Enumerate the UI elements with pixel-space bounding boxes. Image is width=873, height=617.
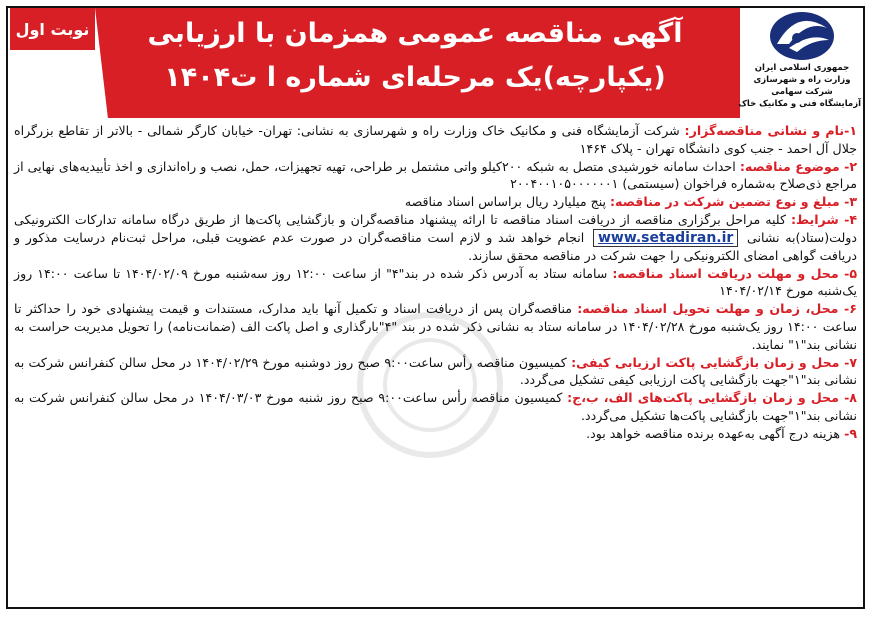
item-4-heading: ۴- شرایط: bbox=[790, 211, 857, 227]
item-5-heading: ۵- محل و مهلت دریافت اسناد مناقصه: bbox=[612, 265, 857, 281]
item-5 bbox=[14, 265, 857, 301]
item-3-heading: ۳- مبلغ و نوع تضمین شرکت در مناقصه: bbox=[610, 194, 857, 210]
item-3-text: پنج میلیارد ریال براساس اسناد مناقصه bbox=[404, 194, 606, 210]
item-1-heading: ۱-نام و نشانی مناقصه‌گزار: bbox=[684, 123, 857, 138]
notice-body bbox=[14, 122, 857, 443]
item-6 bbox=[14, 300, 857, 353]
org-country: جمهوری اسلامی ایران bbox=[754, 63, 850, 73]
ministry-emblem-icon bbox=[767, 10, 837, 62]
round-badge: نوبت اول bbox=[10, 8, 95, 50]
item-8 bbox=[14, 389, 857, 425]
item-4-text-a: کلیه مراحل برگزاری مناقصه از دریافت اسناد مناقصه تا ارائه پیشنهاد مناقصه‌گران و بازگشایی پاکت‌ها از طریق درگاه سامانه تدارکات الکترونیکی دولت(ستاد)به نشانی bbox=[14, 211, 857, 245]
item-6-heading: ۶- محل، زمان و مهلت تحویل اسناد مناقصه: bbox=[577, 301, 857, 317]
item-7-heading: ۷- محل و زمان بازگشایی پاکت ارزیابی کیفی: bbox=[571, 354, 857, 370]
item-6-text: مناقصه‌گران پس از دریافت اسناد و تکمیل آنها باید مدارک، مستندات و قیمت پیشنهادی خود را حداکثر تا ساعت ۱۴:۰۰ روز یک‌شنبه مورخ ۱۴۰۴/۰۲/۲۸ در سامانه ستاد به نشانی ذکر شده در بند "۴"بارگذاری و اصل پاکت الف (ضمانت‌نامه) را تحویل مدیریت حراست به نشانی بند"۱" نمایند. bbox=[14, 301, 857, 352]
item-4-text-b: انجام خواهد شد و لازم است مناقصه‌گران در صورت عدم عضویت قبلی، مراحل ثبت‌نام درسایت مذکور و دریافت گواهی امضای الکترونیکی را جهت شرکت در مناقصه محقق سازند. bbox=[14, 229, 857, 263]
item-7 bbox=[14, 354, 857, 390]
item-7-text: کمیسیون مناقصه رأس ساعت۹:۰۰ صبح روز دوشنبه مورخ ۱۴۰۴/۰۲/۲۹ در محل سالن کنفرانس شرکت به نشانی بند"۱"جهت بازگشایی پاکت ارزیابی کیفی تشکیل می‌گردد. bbox=[14, 354, 857, 388]
item-2 bbox=[14, 158, 857, 194]
org-ministry: وزارت راه و شهرسازی bbox=[753, 75, 851, 85]
item-2-heading: ۲- موضوع مناقصه: bbox=[739, 158, 858, 174]
item-4 bbox=[14, 211, 857, 265]
org-company-name: آزمایشگاه فنی و مکانیک خاک bbox=[738, 99, 861, 109]
item-9-text: هزینه درج آگهی به‌عهده برنده مناقصه خواهد بود. bbox=[586, 425, 841, 441]
item-9 bbox=[14, 425, 857, 443]
item-8-heading: ۸- محل و زمان بازگشایی پاکت‌های الف، ب،ج: bbox=[567, 390, 857, 406]
setadiran-link[interactable]: www.setadiran.ir bbox=[593, 229, 738, 247]
item-2-text: احداث سامانه خورشیدی متصل به شبکه ۲۰۰کیلو واتی مشتمل بر طراحی، تهیه تجهیزات، حمل، نصب و راه‌اندازی و اخذ تأییدیه‌های نهایی از مراجع ذی‌صلاح به‌شماره فراخوان (سیستمی) ۲۰۰۴۰۰۱۰۵۰۰۰۰۰۰۱ bbox=[14, 158, 857, 192]
item-1-text: شرکت آزمایشگاه فنی و مکانیک خاک وزارت راه و شهرسازی به نشانی: تهران- خیابان کارگر شمالی - بالاتر از تقاطع بزرگراه جلال آل احمد - جنب کوی دانشگاه تهران - پلاک ۱۴۶۴ bbox=[14, 123, 857, 156]
item-5-text: سامانه ستاد به آدرس ذکر شده در بند"۴" از ساعت ۱۲:۰۰ روز سه‌شنبه مورخ ۱۴۰۴/۰۲/۰۹ تا ساعت ۱۴:۰۰ روز یک‌شنبه مورخ ۱۴۰۴/۰۲/۱۴ bbox=[14, 265, 857, 299]
org-company-type: شرکت سهامی bbox=[771, 87, 833, 97]
notice-subtitle: (یکپارچه)یک مرحله‌ای شماره ا ت۱۴۰۴ bbox=[164, 62, 666, 93]
item-3 bbox=[14, 193, 857, 211]
organization-block bbox=[738, 10, 861, 122]
item-9-heading: ۹- bbox=[844, 425, 857, 441]
item-1 bbox=[14, 122, 857, 158]
notice-title: آگهی مناقصه عمومی همزمان با ارزیابی bbox=[147, 18, 683, 49]
item-8-text: کمیسیون مناقصه رأس ساعت۹:۰۰ صبح روز شنبه مورخ ۱۴۰۴/۰۳/۰۳ در محل سالن کنفرانس شرکت به نشانی بند"۱"جهت بازگشایی پاکت‌ها تشکیل می‌گردد. bbox=[14, 390, 857, 423]
